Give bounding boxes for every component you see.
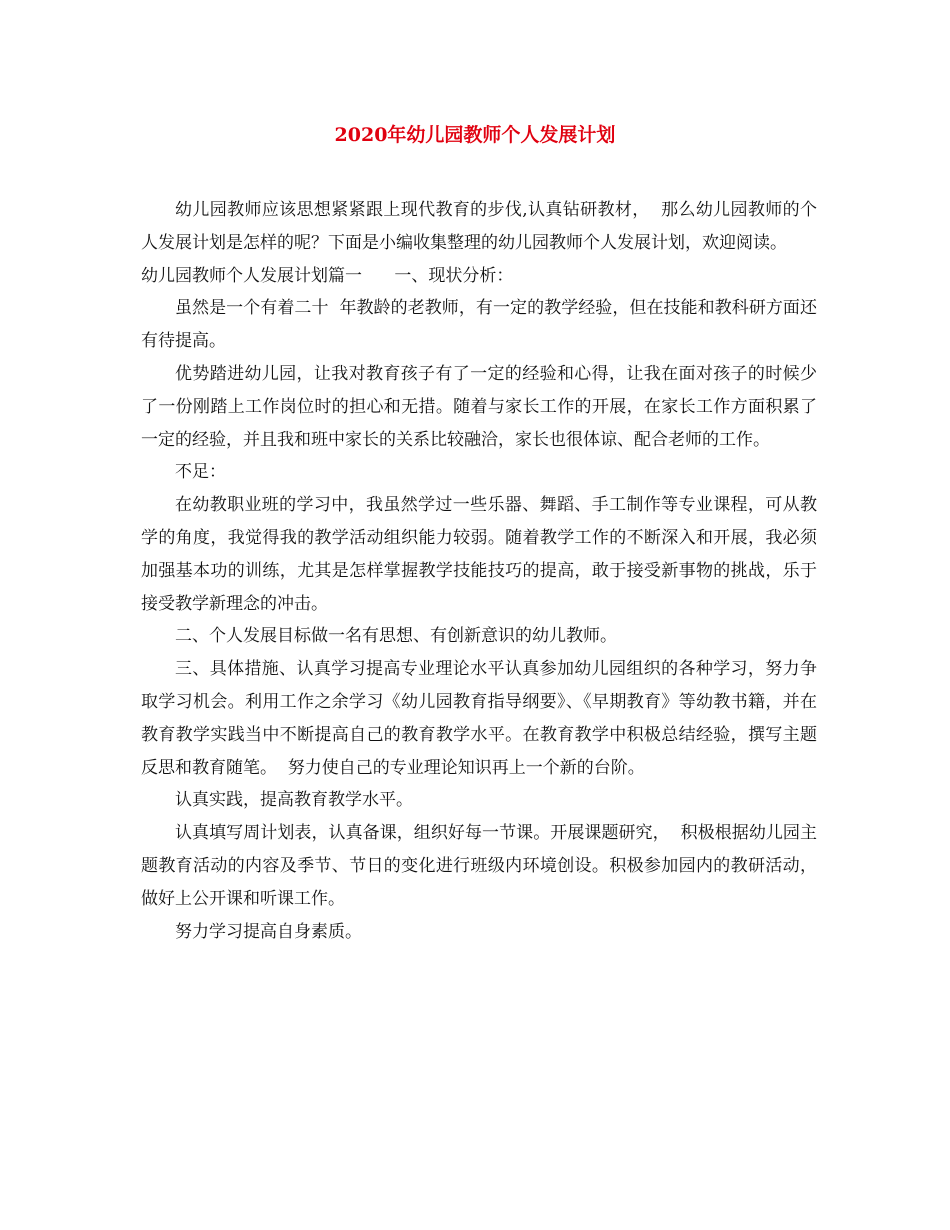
paragraph-measures: 三、具体措施、认真学习提高专业理论水平认真参加幼儿园组织的各种学习，努力争取学习机会。利用工作之余学习《幼儿园教育指导纲要》、《早期教育》等幼教书籍，并在教育教学实践当中不断提高自己的教育教学水平。在教育教学中积极总结经验，撰写主题反思和教育随笔。 努力使自己的专业理论知识再上一个新的台阶。: [141, 659, 817, 778]
paragraph-status: 虽然是一个有着二十 年教龄的老教师，有一定的教学经验，但在技能和教科研方面还有待提高。: [141, 298, 817, 352]
paragraph-planning: 认真填写周计划表，认真备课，组织好每一节课。开展课题研究， 积极根据幼儿园主题教育活动的内容及季节、节日的变化进行班级内环境创设。积极参加园内的教研活动，做好上公开课和听课工作。: [141, 823, 817, 909]
paragraph-shortcomings-label: 不足：: [175, 462, 226, 483]
paragraph-section-heading: 幼儿园教师个人发展计划篇一 一、现状分析：: [141, 265, 514, 286]
paragraph-self-improvement: 努力学习提高自身素质。: [175, 921, 362, 942]
paragraph-goal: 二、个人发展目标做一名有思想、有创新意识的幼儿教师。: [175, 626, 617, 647]
document-title: 2020年幼儿园教师个人发展计划: [334, 124, 616, 146]
paragraph-strengths: 优势踏进幼儿园，让我对教育孩子有了一定的经验和心得，让我在面对孩子的时候少了一份刚踏上工作岗位时的担心和无措。随着与家长工作的开展，在家长工作方面积累了一定的经验，并且我和班中家长的关系比较融洽，家长也很体谅、配合老师的工作。: [141, 363, 817, 450]
paragraph-shortcomings: 在幼教职业班的学习中，我虽然学过一些乐器、舞蹈、手工制作等专业课程，可从教学的角度，我觉得我的教学活动组织能力较弱。随着教学工作的不断深入和开展，我必须加强基本功的训练，尤其是怎样掌握教学技能技巧的提高，敢于接受新事物的挑战，乐于接受教学新理念的冲击。: [141, 495, 817, 614]
document-body: [141, 194, 817, 948]
paragraph-practice: 认真实践，提高教育教学水平。: [175, 790, 413, 811]
paragraph-intro: 幼儿园教师应该思想紧紧跟上现代教育的步伐,认真钻研教材， 那么幼儿园教师的个人发展计划是怎样的呢？下面是小编收集整理的幼儿园教师个人发展计划，欢迎阅读。: [141, 200, 817, 253]
